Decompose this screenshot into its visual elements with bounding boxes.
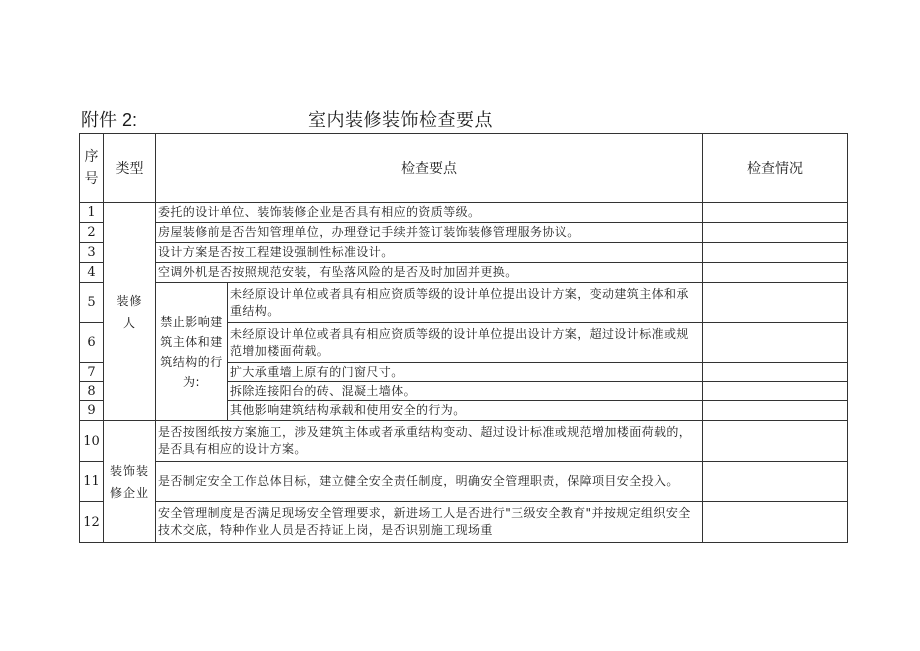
row-number: 2	[80, 223, 104, 243]
table-row	[80, 462, 848, 502]
check-point-text: 空调外机是否按照规范安装，有坠落风险的是否及时加固并更换。	[156, 263, 703, 283]
status-cell[interactable]	[703, 243, 848, 263]
attachment-label: 附件 2:	[81, 110, 138, 130]
column-header-seq: 序号	[80, 134, 104, 203]
subcategory-structure: 禁止影响建筑主体和建筑结构的行为:	[156, 283, 228, 421]
row-number: 9	[80, 401, 104, 421]
row-number: 3	[80, 243, 104, 263]
status-cell[interactable]	[703, 401, 848, 421]
status-cell[interactable]	[703, 363, 848, 382]
row-number: 1	[80, 203, 104, 223]
inspection-table	[79, 133, 848, 543]
check-point-text: 设计方案是否按工程建设强制性标准设计。	[156, 243, 703, 263]
check-point-text: 扩大承重墙上原有的门窗尺寸。	[228, 363, 703, 382]
check-point-text: 委托的设计单位、装饰装修企业是否具有相应的资质等级。	[156, 203, 703, 223]
row-number: 6	[80, 323, 104, 363]
row-number: 8	[80, 382, 104, 401]
column-header-status: 检查情况	[703, 134, 848, 203]
status-cell[interactable]	[703, 263, 848, 283]
status-cell[interactable]	[703, 223, 848, 243]
category-renovator: 装修人	[104, 203, 156, 421]
table-row	[80, 203, 848, 223]
column-header-type: 类型	[104, 134, 156, 203]
column-header-points: 检查要点	[156, 134, 703, 203]
row-number: 12	[80, 502, 104, 543]
check-point-text: 其他影响建筑结构承载和使用安全的行为。	[228, 401, 703, 421]
category-company: 装饰装修企业	[104, 421, 156, 543]
row-number: 10	[80, 421, 104, 462]
check-point-text: 拆除连接阳台的砖、混凝土墙体。	[228, 382, 703, 401]
table-row	[80, 263, 848, 283]
table-row	[80, 243, 848, 263]
document-header	[81, 106, 861, 134]
status-cell[interactable]	[703, 283, 848, 323]
check-point-text: 是否制定安全工作总体目标，建立健全安全责任制度，明确安全管理职责，保障项目安全投入。	[156, 462, 703, 502]
check-point-text: 安全管理制度是否满足现场安全管理要求，新进场工人是否进行"三级安全教育"并按规定组织安全技术交底，特种作业人员是否持证上岗，是否识别施工现场重	[156, 502, 703, 543]
check-point-text: 是否按图纸按方案施工，涉及建筑主体或者承重结构变动、超过设计标准或规范增加楼面荷载的，是否具有相应的设计方案。	[156, 421, 703, 462]
status-cell[interactable]	[703, 382, 848, 401]
row-number: 11	[80, 462, 104, 502]
row-number: 4	[80, 263, 104, 283]
table-row	[80, 502, 848, 543]
check-point-text: 未经原设计单位或者具有相应资质等级的设计单位提出设计方案，超过设计标准或规范增加楼面荷载。	[228, 323, 703, 363]
status-cell[interactable]	[703, 203, 848, 223]
table-row	[80, 421, 848, 462]
table-row	[80, 283, 848, 323]
row-number: 5	[80, 283, 104, 323]
check-point-text: 房屋装修前是否告知管理单位，办理登记手续并签订装饰装修管理服务协议。	[156, 223, 703, 243]
status-cell[interactable]	[703, 323, 848, 363]
table-header-row	[80, 134, 848, 203]
row-number: 7	[80, 363, 104, 382]
check-point-text: 未经原设计单位或者具有相应资质等级的设计单位提出设计方案，变动建筑主体和承重结构。	[228, 283, 703, 323]
status-cell[interactable]	[703, 421, 848, 462]
table-row	[80, 223, 848, 243]
status-cell[interactable]	[703, 462, 848, 502]
page-title: 室内装修装饰检查要点	[308, 110, 493, 131]
status-cell[interactable]	[703, 502, 848, 543]
